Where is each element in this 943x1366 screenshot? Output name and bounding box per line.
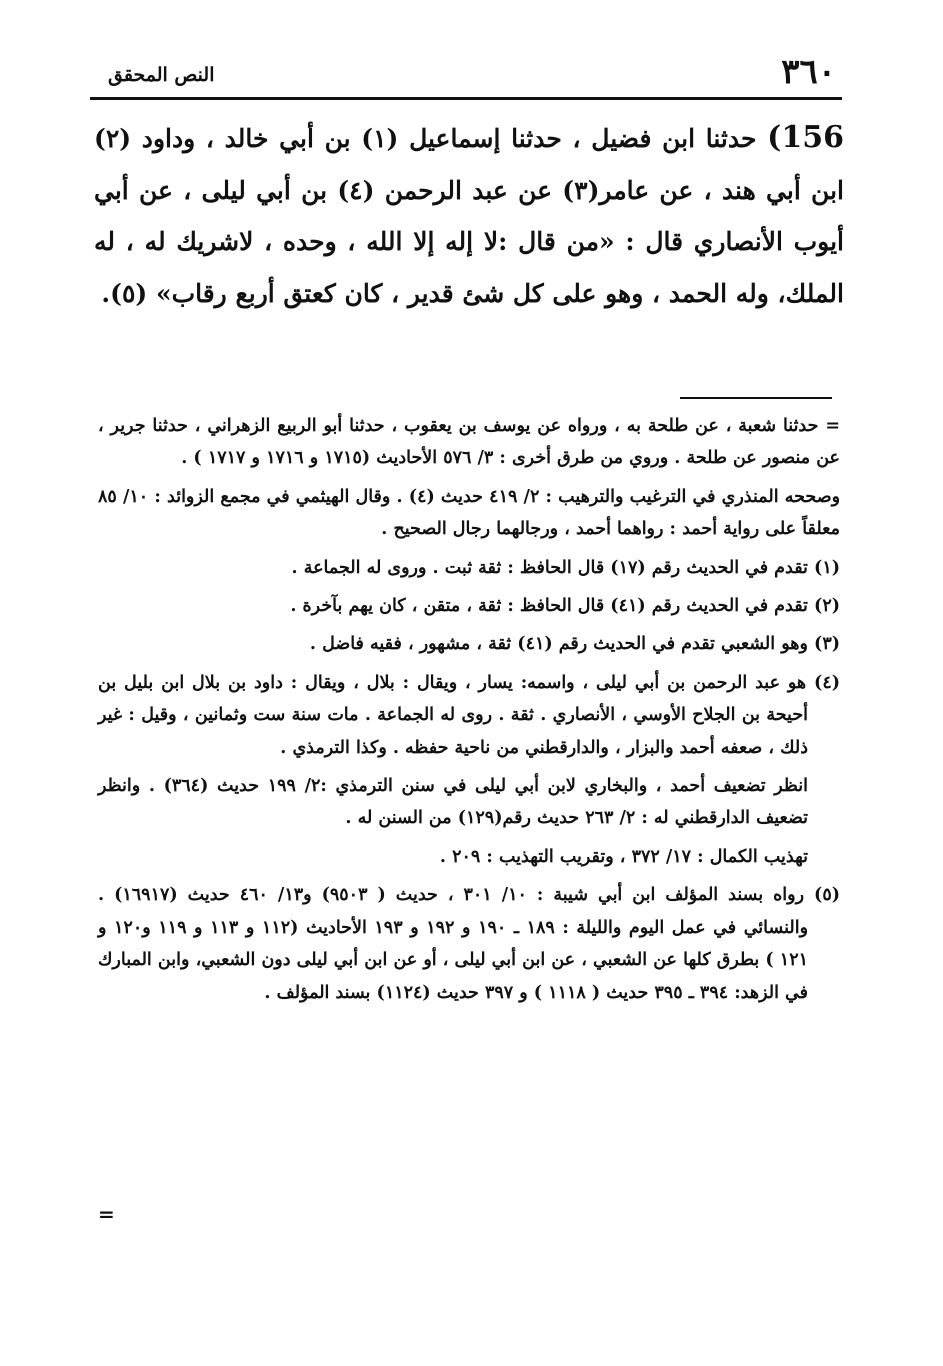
footnote-continuation: = حدثنا شعبة ، عن طلحة به ، ورواه عن يوسف بن يعقوب ، حدثنا أبو الربيع الزهراني ، حدثنا جرير ، عن منصور عن طلحة . وروي من طرق أخرى : ٣/ ٥٧٦ الأحاديث (١٧١٥ و ١٧١٦ و ١٧١٧ ) . — [98, 416, 840, 469]
hadith-paragraph — [94, 112, 844, 319]
page-header — [90, 52, 842, 98]
running-title: النص المحقق — [108, 64, 215, 86]
hadith-text: حدثنا ابن فضيل ، حدثنا إسماعيل (١) بن أبي خالد ، وداود (٢) ابن أبي هند ، عن عامر(٣) عن عبد الرحمن (٤) بن أبي ليلى ، عن أبي أيوب الأنصاري قال : «من قال :لا إله إلا الله ، وحده ، لاشريك له ، له الملك، وله الحمد ، وهو على كل شئ قدير ، كان كعتق أربع رقاب» (٥). — [94, 124, 844, 308]
hadith-number: 156) — [767, 120, 844, 155]
footnote-item: (٢) تقدم في الحديث رقم (٤١) قال الحافظ : ثقة ، متقن ، كان يهم بآخرة . — [290, 596, 840, 617]
footnote-item: (٥) رواه بسند المؤلف ابن أبي شيبة : ١٠/ ٣٠١ ، حديث ( ٩٥٠٣) و١٣/ ٤٦٠ حديث (١٦٩١٧) . والنسائي في عمل اليوم والليلة : ١٨٩ ـ ١٩٠ و ١٩٢ و ١٩٣ الأحاديث (١١٢ و ١١٣ و ١١٩ و١٢٠ و ١٢١ ) بطرق كلها عن الشعبي ، عن ابن أبي ليلى ، أو عن ابن أبي ليلى دون الشعبي، وابن المبارك في الزهد: ٣٩٤ ـ ٣٩٥ حديث ( ١١١٨ ) و ٣٩٧ حديث (١١٢٤) بسند المؤلف . — [98, 885, 841, 1003]
hadith-block — [94, 112, 844, 319]
page-number: ٣٦٠ — [781, 52, 836, 92]
continuation-mark: = — [98, 1202, 115, 1226]
footnote-separator — [680, 397, 832, 399]
header-rule — [90, 97, 842, 100]
footnote-item-4-reference: تهذيب الكمال : ١٧/ ٣٧٢ ، وتقريب التهذيب : ٢٠٩ . — [439, 846, 808, 867]
footnote-item: (١) تقدم في الحديث رقم (١٧) قال الحافظ : ثقة ثبت . وروى له الجماعة . — [291, 557, 840, 578]
footnote-item: (٤) هو عبد الرحمن بن أبي ليلى ، واسمه: يسار ، ويقال : بلال ، ويقال : داود بن بلال ابن بليل بن أحيحة بن الجلاح الأوسي ، الأنصاري . ثقة . روى له الجماعة . مات سنة ست وثمانين ، وقيل : غير ذلك ، صعفه أحمد والبزار ، والدارقطني من ناحية حفظه . وكذا الترمذي . — [98, 672, 840, 758]
footnotes — [98, 410, 840, 1009]
footnote-item-4-reference: انظر تضعيف أحمد ، والبخاري لابن أبي ليلى في سنن الترمذي :٢/ ١٩٩ حديث (٣٦٤) . وانظر تضعيف الدارقطني له : ٢/ ٢٦٣ حديث رقم(١٢٩) من السنن له . — [98, 776, 809, 829]
footnote-continuation: وصححه المنذري في الترغيب والترهيب : ٢/ ٤١٩ حديث (٤) . وقال الهيثمي في مجمع الزوائد : ١٠/ ٨٥ معلقاً على رواية أحمد : رواهما أحمد ، ورجالهما رجال الصحيح . — [98, 486, 841, 540]
footnote-item: (٣) وهو الشعبي تقدم في الحديث رقم (٤١) ثقة ، مشهور ، فقيه فاضل . — [309, 634, 840, 655]
